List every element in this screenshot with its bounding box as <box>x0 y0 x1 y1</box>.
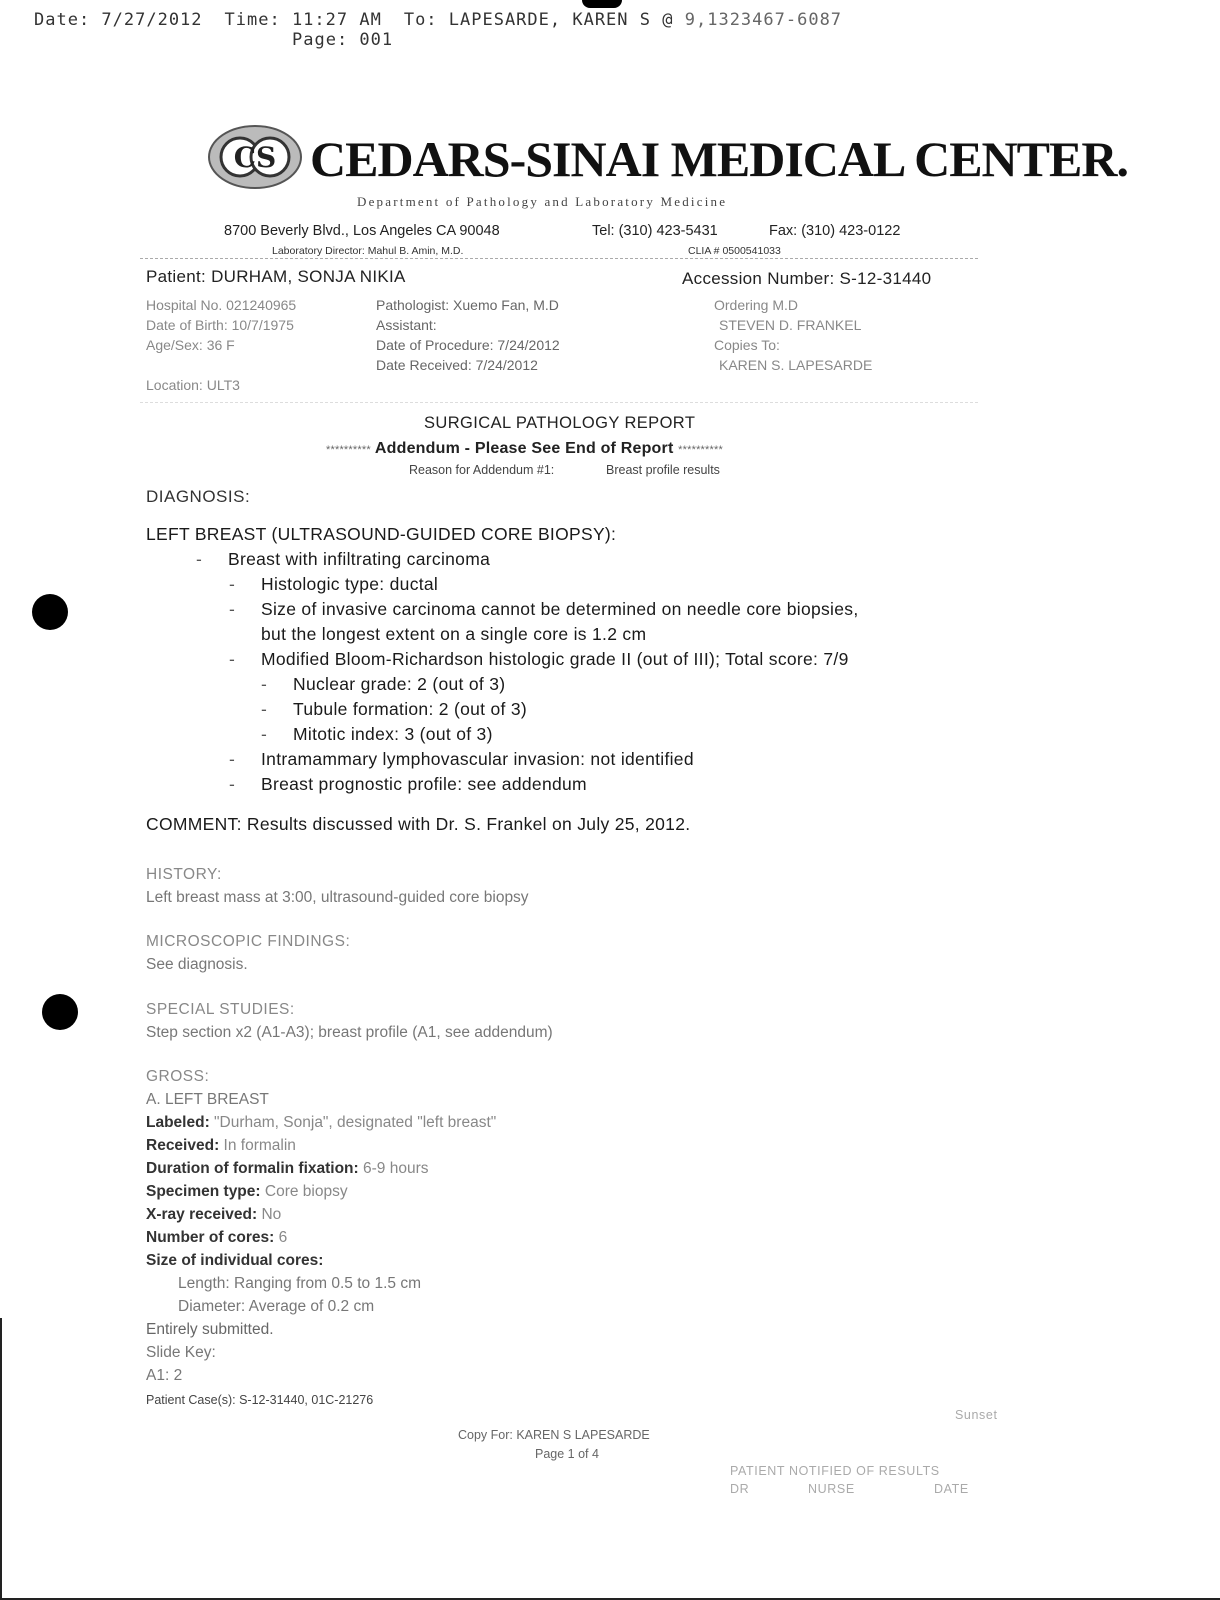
gross-entirely-submitted: Entirely submitted. <box>146 1321 274 1338</box>
microscopic-text: See diagnosis. <box>146 956 248 973</box>
gross-xray-received: X-ray received: No <box>146 1206 282 1223</box>
scan-edge-line <box>0 1318 2 1600</box>
bullet-dash: - <box>196 549 203 569</box>
special-studies-heading: SPECIAL STUDIES: <box>146 1001 295 1018</box>
logo-text: CS <box>233 141 277 174</box>
microscopic-heading: MICROSCOPIC FINDINGS: <box>146 933 351 950</box>
stars-right: ********** <box>678 444 723 456</box>
department-name: Department of Pathology and Laboratory Medicine <box>357 194 728 209</box>
addendum-text: Addendum - Please See End of Report <box>374 440 674 457</box>
gross-slide-key: Slide Key: <box>146 1344 216 1361</box>
notified-nurse: NURSE <box>808 1482 855 1496</box>
page-number: Page 1 of 4 <box>535 1447 599 1461</box>
ordering-md-label: Ordering M.D <box>714 297 799 313</box>
copy-for: Copy For: KAREN S LAPESARDE <box>458 1428 650 1442</box>
lab-director: Laboratory Director: Mahul B. Amin, M.D. <box>272 245 464 257</box>
special-studies-text: Step section x2 (A1-A3); breast profile (A1, see addendum) <box>146 1024 553 1041</box>
diagnosis-size: - Size of invasive carcinoma cannot be determined on needle core biopsies, <box>229 599 859 619</box>
sunset-mark: Sunset <box>955 1408 998 1422</box>
bullet-dash: - <box>229 599 236 619</box>
bullet-dash: - <box>229 749 236 769</box>
diagnosis-histologic-type: - Histologic type: ductal <box>229 574 439 594</box>
gross-heading: GROSS: <box>146 1068 210 1085</box>
ordering-md-name: STEVEN D. FRANKEL <box>719 317 862 333</box>
gross-part: A. LEFT BREAST <box>146 1091 269 1108</box>
gross-core-size-heading: Size of individual cores: <box>146 1252 324 1269</box>
diagnosis-lymphovascular: - Intramammary lymphovascular invasion: not identified <box>229 749 694 769</box>
assistant: Assistant: <box>376 317 437 333</box>
addendum-banner <box>326 440 723 458</box>
bullet-dash: - <box>229 574 236 594</box>
location: Location: ULT3 <box>146 377 240 393</box>
letterhead-divider <box>140 258 978 259</box>
gross-specimen-type: Specimen type: Core biopsy <box>146 1183 348 1200</box>
history-heading: HISTORY: <box>146 866 222 883</box>
fax-header <box>34 10 842 30</box>
history-text: Left breast mass at 3:00, ultrasound-guided core biopsy <box>146 889 529 906</box>
accession-number: Accession Number: S-12-31440 <box>682 269 932 288</box>
notified-date: DATE <box>934 1482 969 1496</box>
patient-name: Patient: DURHAM, SONJA NIKIA <box>146 267 406 286</box>
report-title: SURGICAL PATHOLOGY REPORT <box>424 414 696 432</box>
copies-to-name: KAREN S. LAPESARDE <box>719 357 873 373</box>
gross-slide-a1: A1: 2 <box>146 1367 183 1384</box>
patient-divider <box>140 402 978 403</box>
punch-hole-top <box>32 594 68 630</box>
addendum-reason-value: Breast profile results <box>606 463 720 477</box>
gross-labeled: Labeled: "Durham, Sonja", designated "left breast" <box>146 1114 497 1131</box>
bullet-dash: - <box>229 774 236 794</box>
bullet-dash: - <box>261 699 268 719</box>
patient-notified-label: PATIENT NOTIFIED OF RESULTS <box>730 1464 940 1478</box>
org-name: CEDARS-SINAI MEDICAL CENTER. <box>310 131 1128 187</box>
address: 8700 Beverly Blvd., Los Angeles CA 90048 <box>224 223 500 239</box>
diagnosis-prognostic-profile: - Breast prognostic profile: see addendum <box>229 774 587 794</box>
pathologist: Pathologist: Xuemo Fan, M.D <box>376 297 559 313</box>
stars-left: ********** <box>326 444 371 456</box>
cedars-sinai-logo <box>207 124 303 190</box>
gross-core-diameter: Diameter: Average of 0.2 cm <box>178 1298 375 1315</box>
bullet-dash: - <box>229 649 236 669</box>
diagnosis-main: - Breast with infiltrating carcinoma <box>196 549 491 569</box>
diagnosis-heading: DIAGNOSIS: <box>146 487 251 506</box>
gross-core-length: Length: Ranging from 0.5 to 1.5 cm <box>178 1275 421 1292</box>
diagnosis-mitotic-index: - Mitotic index: 3 (out of 3) <box>261 724 493 744</box>
date-of-birth: Date of Birth: 10/7/1975 <box>146 317 294 333</box>
notified-dr: DR <box>730 1482 750 1496</box>
copies-to-label: Copies To: <box>714 337 780 353</box>
diagnosis-specimen: LEFT BREAST (ULTRASOUND-GUIDED CORE BIOPSY): <box>146 524 617 544</box>
fax-to: To: LAPESARDE, KAREN S <box>403 10 651 30</box>
fax-number: Fax: (310) 423-0122 <box>769 223 901 239</box>
age-sex: Age/Sex: 36 F <box>146 337 235 353</box>
fax-date: Date: 7/27/2012 <box>34 10 203 30</box>
diagnosis-grade: - Modified Bloom-Richardson histologic grade II (out of III); Total score: 7/9 <box>229 649 849 669</box>
gross-fixation-duration: Duration of formalin fixation: 6-9 hours <box>146 1160 429 1177</box>
bullet-dash: - <box>261 674 268 694</box>
fax-smudge <box>582 0 622 8</box>
date-of-procedure: Date of Procedure: 7/24/2012 <box>376 337 560 353</box>
hospital-no: Hospital No. 021240965 <box>146 297 297 313</box>
diagnosis-tubule-formation: - Tubule formation: 2 (out of 3) <box>261 699 528 719</box>
comment: COMMENT: Results discussed with Dr. S. Frankel on July 25, 2012. <box>146 814 691 834</box>
addendum-reason-label: Reason for Addendum #1: <box>409 463 555 477</box>
bullet-dash: - <box>261 724 268 744</box>
diagnosis-nuclear-grade: - Nuclear grade: 2 (out of 3) <box>261 674 506 694</box>
date-received: Date Received: 7/24/2012 <box>376 357 538 373</box>
fax-phone: 9,1323467-6087 <box>684 10 843 30</box>
diagnosis-size-cont: but the longest extent on a single core is 1.2 cm <box>261 624 647 644</box>
gross-number-of-cores: Number of cores: 6 <box>146 1229 288 1246</box>
telephone: Tel: (310) 423-5431 <box>592 223 718 239</box>
clia-number: CLIA # 0500541033 <box>688 245 781 257</box>
punch-hole-bottom <box>42 994 78 1030</box>
fax-time: Time: 11:27 AM <box>224 10 382 30</box>
gross-received: Received: In formalin <box>146 1137 296 1154</box>
fax-page: Page: 001 <box>292 30 394 50</box>
fax-at: @ <box>662 10 674 30</box>
patient-cases: Patient Case(s): S-12-31440, 01C-21276 <box>146 1393 374 1407</box>
